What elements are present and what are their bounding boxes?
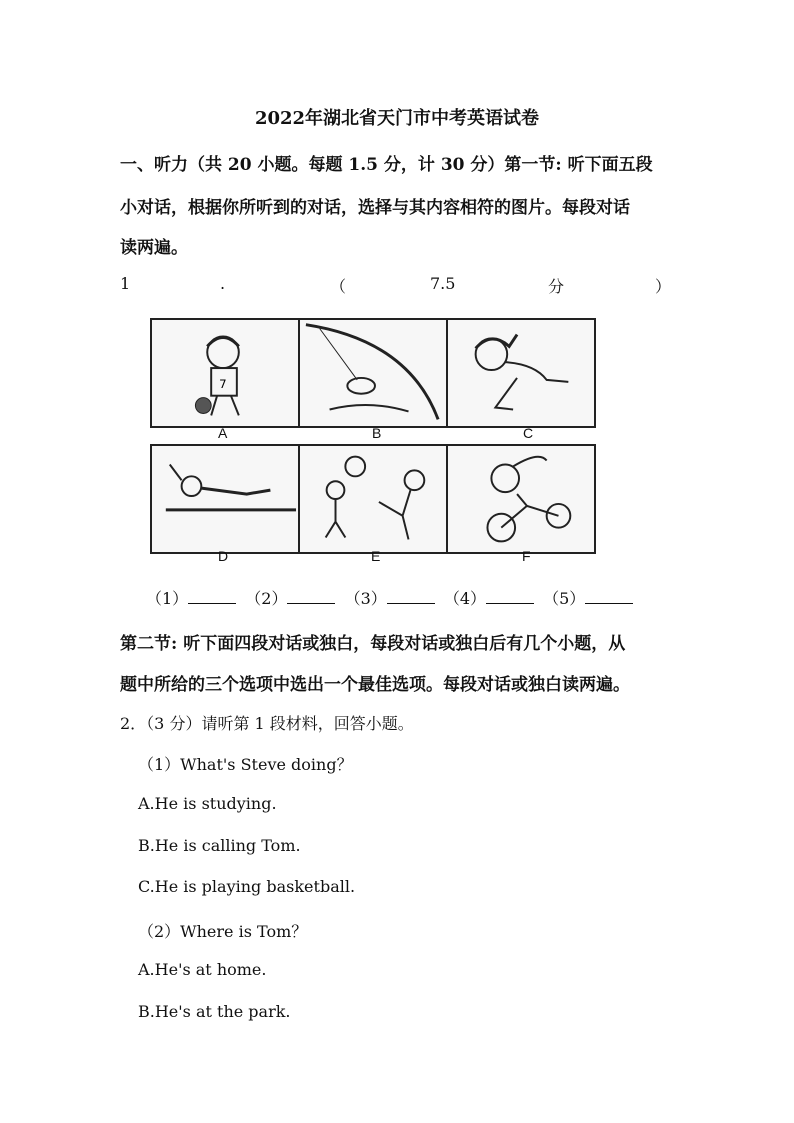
cycling-icon xyxy=(448,446,594,552)
question1-header xyxy=(120,274,672,298)
svg-text:7: 7 xyxy=(219,376,227,391)
answer-blank-3[interactable] xyxy=(387,589,435,604)
high-jump-icon xyxy=(152,446,298,552)
sub2-option-b[interactable]: B.He's at the park. xyxy=(138,1002,291,1021)
answer-blank-5[interactable] xyxy=(585,589,633,604)
picture-row-2 xyxy=(150,444,596,554)
label-f: F xyxy=(522,548,531,564)
picture-b xyxy=(300,320,448,426)
answer-blank-4[interactable] xyxy=(486,589,534,604)
sub1-option-b[interactable]: B.He is calling Tom. xyxy=(138,836,301,855)
question2-sub2: （2）Where is Tom？ xyxy=(138,922,308,941)
page-title: 2022年湖北省天门市中考英语试卷 xyxy=(254,108,540,129)
section2-line2: 题中所给的三个选项中选出一个最佳选项。每段对话或独白读两遍。 xyxy=(120,675,630,695)
sub1-option-c[interactable]: C.He is playing basketball. xyxy=(138,877,356,896)
answer-blanks xyxy=(146,586,637,609)
section1-line3: 读两遍。 xyxy=(120,238,188,258)
label-e: E xyxy=(371,548,381,564)
question2-header: 2．（3 分）请听第 1 段材料，回答小题。 xyxy=(120,714,414,733)
skating-icon xyxy=(448,320,594,426)
label-b: B xyxy=(372,425,382,441)
blank-label-4: （4） xyxy=(443,589,487,608)
section2-line1: 第二节: 听下面四段对话或独白，每段对话或独白后有几个小题，从 xyxy=(120,634,626,654)
football-icon xyxy=(300,446,446,552)
question1-open-paren: （ xyxy=(330,277,347,296)
question2-sub1: （1）What's Steve doing？ xyxy=(138,755,353,774)
blank-label-2: （2） xyxy=(245,589,288,608)
answer-blank-2[interactable] xyxy=(287,589,335,604)
question1-unit: 分 xyxy=(548,277,565,296)
section1-line2: 小对话，根据你所听到的对话，选择与其内容相符的图片。每段对话 xyxy=(120,198,630,218)
picture-c xyxy=(448,320,594,426)
question1-close-paren: ） xyxy=(655,277,672,296)
fishing-icon xyxy=(300,320,446,426)
section1-line1: 一、听力（共 20 小题。每题 1.5 分，计 30 分）第一节: 听下面五段 xyxy=(120,155,653,175)
label-a: A xyxy=(218,425,228,441)
answer-blank-1[interactable] xyxy=(188,589,236,604)
blank-label-1: （1） xyxy=(146,589,189,608)
picture-row-1 xyxy=(150,318,596,428)
picture-d xyxy=(152,446,300,552)
blank-label-3: （3） xyxy=(344,589,387,608)
question1-dot: . xyxy=(220,274,226,293)
picture-f xyxy=(448,446,594,552)
question1-number: 1 xyxy=(120,274,131,293)
question1-score: 7.5 xyxy=(430,274,456,293)
label-c: C xyxy=(523,425,534,441)
picture-e xyxy=(300,446,448,552)
blank-label-5: （5） xyxy=(543,589,586,608)
label-d: D xyxy=(218,548,229,564)
basketball-boy-icon xyxy=(152,320,298,426)
sub2-option-a[interactable]: A.He's at home. xyxy=(138,960,267,979)
sub1-option-a[interactable]: A.He is studying. xyxy=(138,794,277,813)
picture-a xyxy=(152,320,300,426)
